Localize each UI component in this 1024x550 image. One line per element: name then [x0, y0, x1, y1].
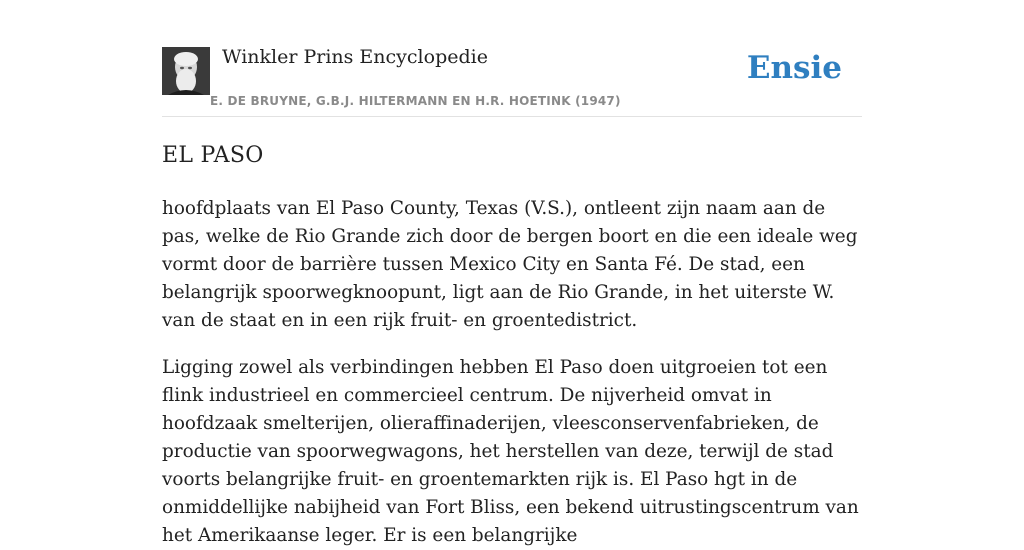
site-title[interactable]: Winkler Prins Encyclopedie — [222, 46, 488, 68]
authors-credit: E. DE BRUYNE, G.B.J. HILTERMANN EN H.R. HOETINK (1947) — [210, 94, 621, 108]
article-paragraph: hoofdplaats van El Paso County, Texas (V.S.), ontleent zijn naam aan de pas, welke de Rio Grande zich door de bergen boort en die een ideale weg vormt door de barrière tussen Mexico City en Santa Fé. De stad, een belangrijk spoorwegknoopunt, ligt aan de Rio Grande, in het uiterste W. van de staat en in een rijk fruit- en groentedistrict. — [162, 198, 858, 331]
article-title: EL PASO — [162, 143, 264, 168]
site-header — [162, 0, 862, 117]
page — [162, 0, 862, 550]
avatar[interactable] — [162, 47, 210, 95]
author-portrait-icon — [162, 47, 210, 95]
brand-logo[interactable]: Ensie — [746, 50, 842, 86]
article-paragraph: Ligging zowel als verbindingen hebben El Paso doen uitgroeien tot een flink industrieel en commercieel centrum. De nijverheid omvat in hoofdzaak smelterijen, olieraffinaderijen, vleesconservenfabrieken, de productie van spoorwegwagons, het herstellen van deze, terwijl de stad voorts belangrijke fruit- en groentemarkten rijk is. El Paso hgt in de onmiddellijke nabijheid van Fort Bliss, een bekend uitrustingscentrum van het Amerikaanse leger. Er is een belangrijke — [162, 357, 859, 546]
